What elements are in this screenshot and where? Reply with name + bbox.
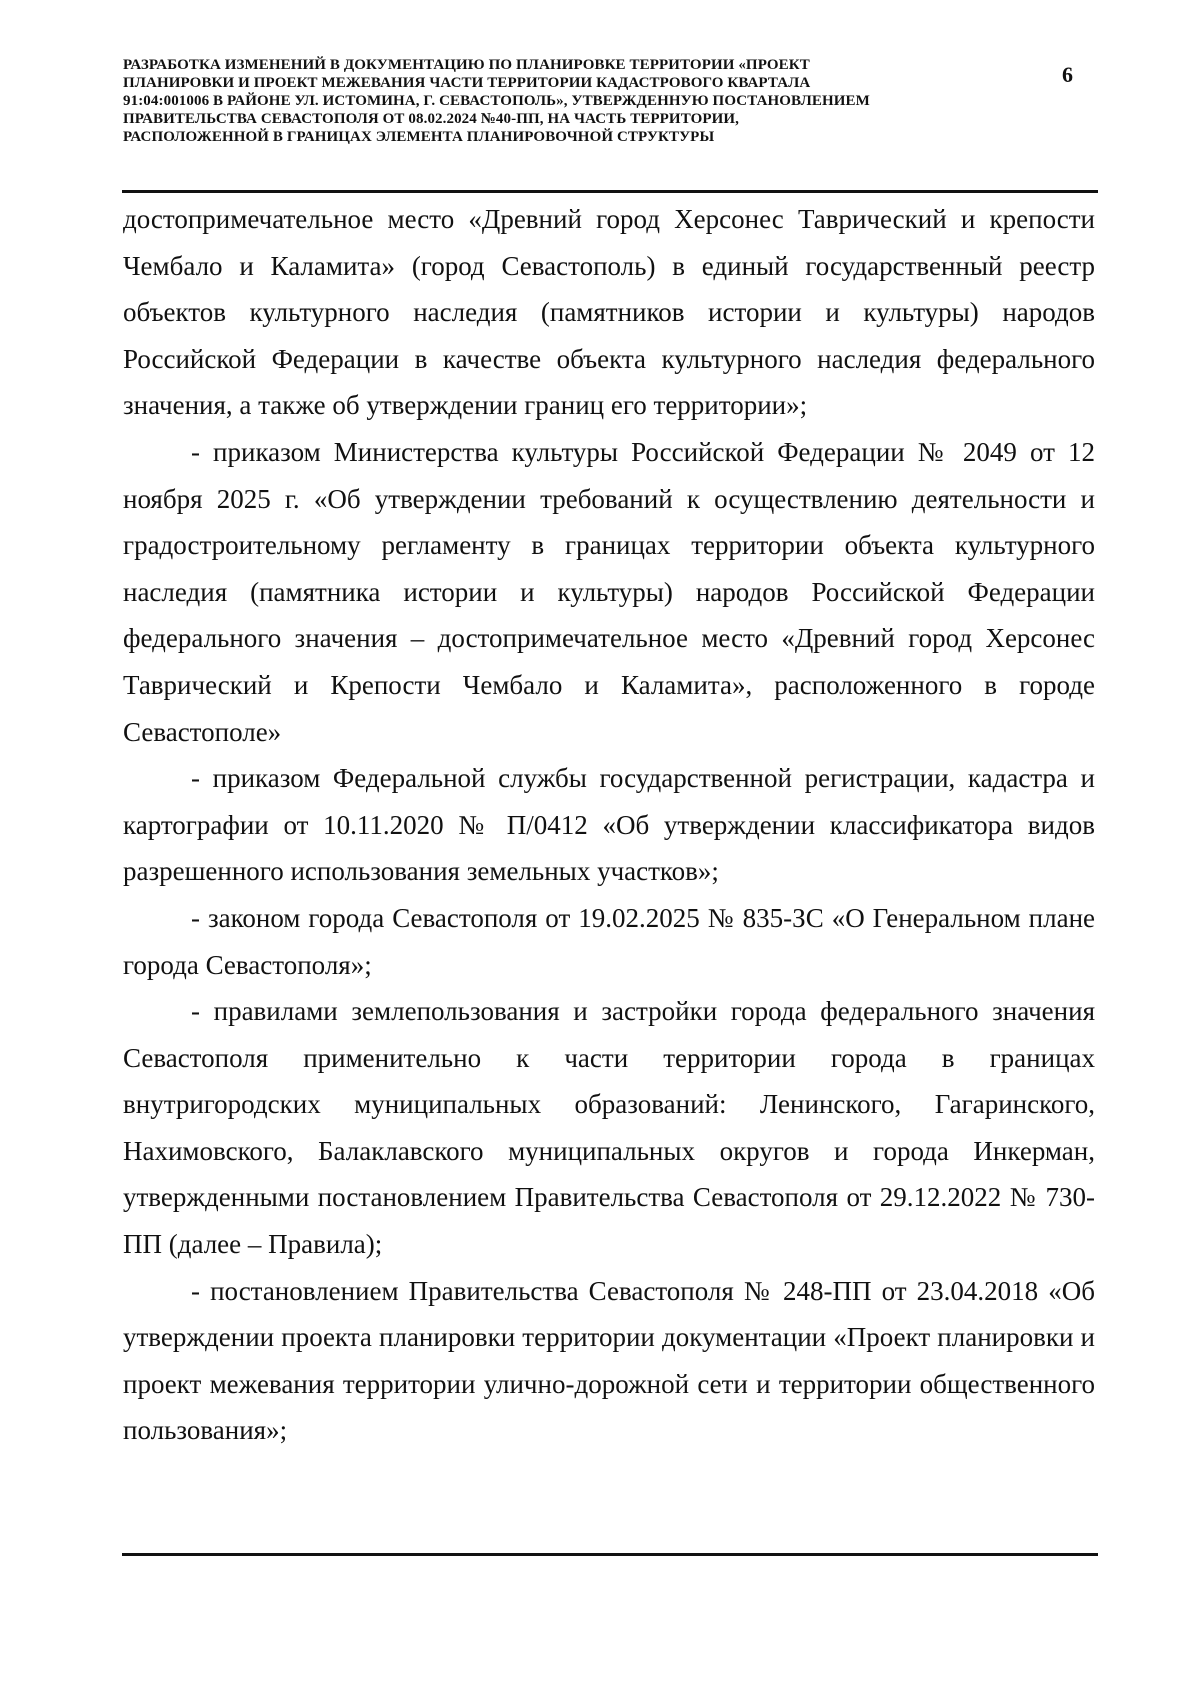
page-number: 6 (1062, 62, 1073, 87)
paragraph-culture-ministry-order: - приказом Министерства культуры Российской Федерации № 2049 от 12 ноября 2025 г. «Об утверждении требований к осуществлению деятельности и градостроительному регламенту в границах территории объекта культурного наследия (памятника истории и культуры) народов Российской Федерации федерального значения – достопримечательное место «Древний город Херсонес Таврический и Крепости Чембало и Каламита», расположенного в городе Севастополе» (123, 436, 1095, 747)
paragraph-government-resolution: - постановлением Правительства Севастополя № 248-ПП от 23.04.2018 «Об утверждении проекта планировки территории документации «Проект планировки и проект межевания территории улично-дорожной сети и территории общественного пользования»; (123, 1275, 1095, 1446)
header-line: РАСПОЛОЖЕННОЙ В ГРАНИЦАХ ЭЛЕМЕНТА ПЛАНИРОВОЧНОЙ СТРУКТУРЫ (123, 129, 715, 145)
paragraph-land-use-rules: - правилами землепользования и застройки города федерального значения Севастополя применительно к части территории города в границах внутригородских муниципальных образований: Ленинского, Гагаринского, Нахимовского, Балаклавского муниципальных округов и города Инкерман, утвержденными постановлением Правительства Севастополя от 29.12.2022 № 730-ПП (далее – Правила); (123, 996, 1095, 1260)
paragraph-general-plan-law: - законом города Севастополя от 19.02.2025 № 835-ЗС «О Генеральном плане города Севастополя»; (123, 902, 1095, 980)
paragraph-continuation: достопримечательное место «Древний город Херсонес Таврический и крепости Чембало и Каламита» (город Севастополь) в единый государственный реестр объектов культурного наследия (памятников истории и культуры) народов Российской Федерации в качестве объекта культурного наследия федерального значения, а также об утверждении границ его территории»; (123, 204, 1095, 421)
header-line: РАЗРАБОТКА ИЗМЕНЕНИЙ В ДОКУМЕНТАЦИЮ ПО ПЛАНИРОВКЕ ТЕРРИТОРИИ «ПРОЕКТ (123, 57, 810, 73)
header-line: ПЛАНИРОВКИ И ПРОЕКТ МЕЖЕВАНИЯ ЧАСТИ ТЕРРИТОРИИ КАДАСТРОВОГО КВАРТАЛА (123, 75, 811, 91)
footer-divider (122, 1553, 1098, 1556)
header-line: ПРАВИТЕЛЬСТВА СЕВАСТОПОЛЯ ОТ 08.02.2024 №40-ПП, НА ЧАСТЬ ТЕРРИТОРИИ, (123, 111, 740, 127)
header-divider (122, 190, 1098, 193)
header-line: 91:04:001006 В РАЙОНЕ УЛ. ИСТОМИНА, Г. СЕВАСТОПОЛЬ», УТВЕРЖДЕННУЮ ПОСТАНОВЛЕНИЕМ (123, 93, 870, 109)
paragraph-rosreestr-order: - приказом Федеральной службы государственной регистрации, кадастра и картографии от 10.11.2020 № П/0412 «Об утверждении классификатора видов разрешенного использования земельных участков»; (123, 763, 1095, 887)
document-body (123, 196, 1095, 1454)
document-header (123, 56, 1023, 146)
